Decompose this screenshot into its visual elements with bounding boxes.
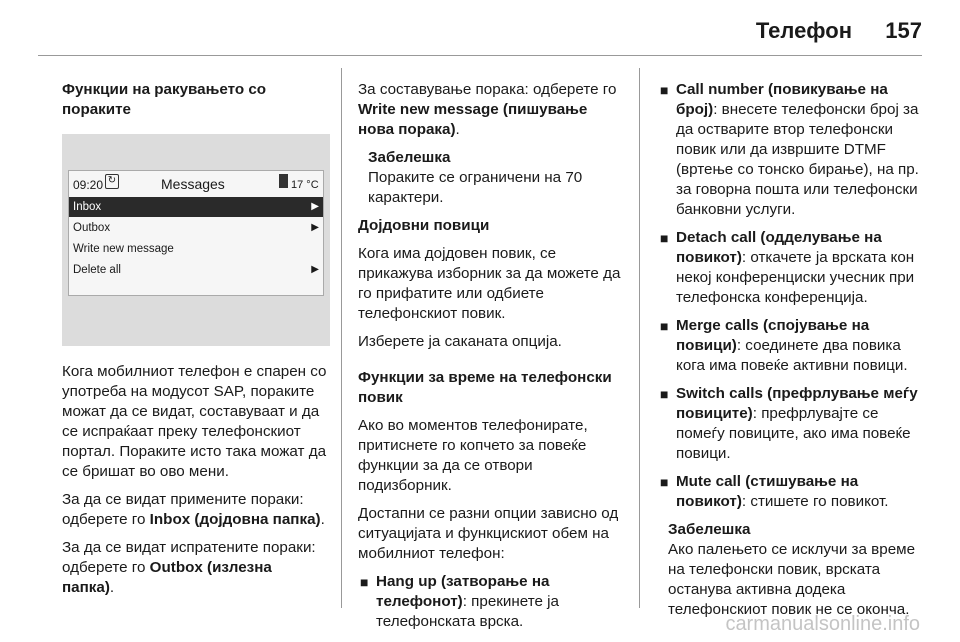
inbox-term: Inbox (дојдовна папка) (149, 511, 321, 528)
bullet-square-icon: ■ (660, 230, 669, 246)
mute-call-term: Mute call (стишување на повикот) (676, 473, 859, 510)
column-3 (658, 80, 924, 628)
paragraph-incoming-call: Кога има дојдовен повик, се прикажува изборник за да можете да го прифатите или одбиете телефонскиот повик. (358, 245, 621, 322)
bullet-call-number (658, 80, 924, 220)
section-heading-call-functions: Функции за време на телефонски повик (358, 369, 612, 406)
outbox-term: Outbox (излезна папка) (62, 559, 272, 596)
call-number-term: Call number (повикување на број) (676, 81, 888, 118)
page-header (0, 0, 960, 56)
column-2 (358, 80, 626, 640)
text: . (320, 511, 325, 528)
bullet-square-icon: ■ (660, 318, 669, 334)
merge-calls-term: Merge calls (спојување на повици) (676, 317, 870, 354)
text: : прекинете ја телефонската врска. (376, 593, 560, 630)
text: За составување порака: одберете го (358, 81, 617, 98)
bullet-merge-calls (658, 316, 924, 376)
column-1 (62, 80, 328, 606)
bullet-square-icon: ■ (660, 82, 669, 98)
paragraph-compose (358, 80, 626, 140)
text: За да се видат испратените пораки: одберете го (62, 539, 316, 576)
screen-title: Messages (161, 176, 225, 192)
bullet-square-icon: ■ (360, 574, 369, 590)
paragraph-during-call: Ако во моментов телефонирате, притиснете го копчето за повеќе функции за да се отвори подизборник. (358, 417, 588, 494)
menu-item-write-new-message[interactable] (69, 239, 323, 259)
bullet-square-icon: ■ (660, 386, 669, 402)
text: : внесете телефонски број за да остварите втор телефонски повик или да извршите DTMF (вртење со тонско бирање), на пр. за говорна пошта или телефонски банковни услуги. (676, 101, 919, 218)
note-ignition-off (658, 520, 924, 620)
column-divider-1 (341, 68, 342, 608)
text: : префрлувајте се помеѓу повиците, ако има повеќе повици. (676, 405, 911, 462)
screen-time: 09:20 (73, 178, 104, 192)
bullet-switch-calls (658, 384, 924, 464)
page-number: 157 (885, 18, 922, 43)
text: : стишете го повикот. (741, 493, 889, 510)
phone-icon (279, 174, 288, 188)
chevron-right-icon: ▶ (311, 201, 319, 212)
bullet-mute-call (658, 472, 924, 512)
screen-temperature: 17 °C (291, 179, 319, 191)
messages-screen (68, 170, 324, 296)
header-divider (38, 55, 922, 56)
watermark: carmanualsonline.info (725, 613, 920, 635)
menu-item-label: Outbox (73, 222, 111, 234)
switch-calls-term: Switch calls (префрлување меѓу повиците) (676, 385, 918, 422)
note-message-limit (358, 148, 626, 208)
hang-up-term: Hang up (затворање на телефонот) (376, 573, 550, 610)
paragraph-sap-mode: Кога мобилниот телефон е спарен со употреба на модусот SAP, пораките можат да се видат, составуваат и да се испраќаат преку телефонскиот портал. Пораките исто така можат да се бришат во ово мени. (62, 363, 327, 480)
write-new-message-term: Write new message (пишување нова порака) (358, 101, 588, 138)
screen-status-bar (69, 171, 323, 193)
menu-item-inbox[interactable] (69, 197, 323, 217)
text: . (109, 579, 115, 596)
paragraph-select-option: Изберете ја саканата опција. (358, 333, 562, 350)
chevron-right-icon: ▶ (311, 264, 319, 275)
section-heading-messages: Функции на ракувањето со пораките (62, 81, 267, 118)
bullet-hang-up (358, 572, 626, 632)
paragraph-outbox (62, 538, 328, 598)
refresh-icon: ↻ (105, 174, 119, 189)
menu-item-label: Write new message (73, 243, 174, 255)
menu-item-label: Inbox (73, 201, 102, 213)
bullet-detach-call (658, 228, 924, 308)
text: : откачете ја врската кон некој конференциски учесник при телефонска конференција. (676, 249, 915, 306)
note-title: Забелешка (668, 521, 751, 538)
menu-item-outbox[interactable] (69, 218, 323, 238)
bullet-square-icon: ■ (660, 474, 669, 490)
paragraph-available-options: Достапни се разни опции зависно од ситуацијата и функцискиот обем на мобилниот телефон: (358, 505, 619, 562)
note-text: Ако палењето се исклучи за време на телефонски повик, врската останува активна додека телефонскиот повик не се оконча. (668, 541, 916, 618)
text: . (455, 121, 460, 138)
column-divider-2 (639, 68, 640, 608)
menu-item-label: Delete all (73, 264, 121, 276)
text: За да се видат примените пораки: одберете го (62, 491, 304, 528)
note-title: Забелешка (368, 149, 451, 166)
page-title: Телефон (755, 18, 852, 43)
menu-item-delete-all[interactable] (69, 260, 323, 280)
note-text: Пораките се ограничени на 70 карактери. (368, 169, 583, 206)
section-heading-incoming-calls: Дојдовни повици (358, 217, 490, 234)
chevron-right-icon: ▶ (311, 222, 319, 233)
messages-screen-image (62, 134, 330, 346)
detach-call-term: Detach call (одделување на повикот) (676, 229, 882, 266)
paragraph-inbox (62, 490, 328, 530)
text: : соединете два повика кога има повеќе активни повици. (676, 337, 908, 374)
